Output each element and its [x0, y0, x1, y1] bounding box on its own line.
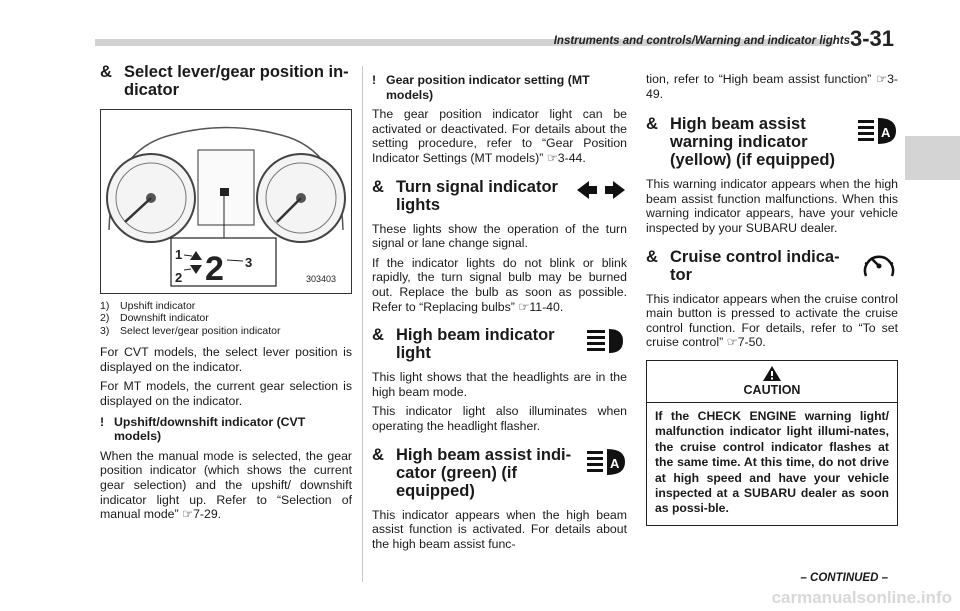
paragraph: This light shows that the headlights are in the high beam mode.: [372, 370, 627, 399]
heading-gear-position: [100, 63, 352, 99]
svg-text:A: A: [610, 455, 620, 471]
watermark: carmanualsonline.info: [771, 588, 952, 607]
subheading-gear-setting: [372, 73, 627, 102]
section-title: Instruments and controls/Warning and indicator lights: [553, 35, 850, 47]
cruise-control-icon: [860, 250, 898, 286]
heading-amp: &: [372, 177, 384, 196]
column-1: [100, 63, 352, 527]
warning-triangle-icon: [762, 365, 782, 382]
subheading-bullet: !: [372, 73, 377, 87]
paragraph: For CVT models, the select lever position is displayed on the indicator.: [100, 345, 352, 374]
column-2: [372, 63, 627, 556]
page-number: 3-31: [849, 26, 894, 51]
pointing-hand-icon: ☞: [876, 72, 888, 86]
page-reference[interactable]: 3-44.: [557, 150, 586, 165]
continued-label: – CONTINUED –: [800, 572, 888, 584]
svg-text:2: 2: [205, 250, 224, 288]
figure-label-1: 1: [175, 247, 183, 262]
caption-item: 1) Upshift indicator: [100, 300, 196, 312]
paragraph: The gear position indicator light can be activated or deactivated. For details about the setting procedure, refer to “Gear Position Indicator Settings (MT models)” ☞3-44.: [372, 107, 627, 165]
pointing-hand-icon: ☞: [182, 507, 194, 522]
heading-amp: &: [372, 445, 384, 464]
paragraph: This indicator light also illuminates when operating the headlight flasher.: [372, 404, 627, 433]
paragraph: If the indicator lights do not blink or blink rapidly, the turn signal bulb may be burned out. Replace the bulb as soon as possible. Refer to “Replacing bulbs” ☞11-40.: [372, 255, 627, 314]
page-reference[interactable]: 7-50.: [737, 335, 766, 350]
subheading-upshift-downshift: [100, 415, 352, 444]
caution-header: [647, 361, 897, 403]
svg-text:A: A: [881, 125, 891, 141]
heading-high-beam: [372, 326, 627, 362]
heading-text: High beam assist warning indicator (yellow) (if equipped): [670, 115, 835, 170]
page-reference[interactable]: 3-49.: [646, 72, 899, 101]
heading-text: Turn signal indicator lights: [396, 177, 558, 214]
heading-text: Select lever/gear position in-dicator: [124, 63, 349, 99]
paragraph: These lights show the operation of the turn signal or lane change signal.: [372, 221, 627, 251]
paragraph: tion, refer to “High beam assist function” ☞3-49.: [646, 72, 899, 101]
figure-code: 303403: [306, 274, 337, 284]
subheading-text: Gear position indicator setting (MT models): [386, 73, 590, 102]
page-reference[interactable]: 11-40.: [529, 299, 564, 314]
pointing-hand-icon: ☞: [726, 335, 738, 350]
heading-turn-signal: [372, 178, 627, 214]
paragraph: This indicator appears when the cruise control main button is pressed to activate the cruise control function. For details, refer to “To set cruise control” ☞7-50.: [646, 291, 898, 350]
high-beam-icon: [585, 326, 625, 360]
paragraph: This warning indicator appears when the high beam assist function malfunctions. When this warning indicator appears, have your vehicle inspected by your SUBARU dealer.: [646, 177, 898, 235]
figure-label-3: 3: [245, 255, 253, 270]
caption-item: 3) Select lever/gear position indicator: [100, 324, 281, 337]
heading-text: High beam indicator light: [396, 326, 555, 363]
heading-amp: &: [646, 115, 658, 134]
heading-text: Cruise control indica-tor: [670, 247, 840, 284]
column-3: [646, 63, 898, 526]
paragraph: When the manual mode is selected, the gear position indicator (which shows the current gear selection) and the upshift/ downshift indicator light up. Refer to “Selection of manual mode” ☞7-29.: [100, 448, 352, 522]
caption-item: 2) Downshift indicator: [100, 312, 209, 325]
caution-box: [646, 360, 898, 526]
heading-text: High beam assist indi-cator (green) (if equipped): [396, 445, 572, 500]
paragraph: This indicator appears when the high beam assist function is activated. For details about the high beam assist func-: [372, 507, 627, 551]
high-beam-assist-icon: [585, 446, 627, 482]
figure-caption-list: [100, 300, 352, 337]
caution-text: If the CHECK ENGINE warning light/ malfunction indicator light illumi-nates, the cruise control indicator flashes at the same time. At this time, do not drive at high speed and have your vehicle inspected at a SUBARU dealer as soon as possi-ble.: [655, 408, 889, 516]
subheading-bullet: !: [100, 414, 105, 429]
pointing-hand-icon: ☞: [546, 150, 558, 165]
paragraph: For MT models, the current gear selection is displayed on the indicator.: [100, 379, 352, 408]
turn-signal-arrows-icon: [575, 180, 627, 204]
column-divider: [362, 66, 363, 582]
pointing-hand-icon: ☞: [518, 299, 530, 314]
high-beam-assist-icon: [856, 115, 898, 151]
heading-cruise-control: [646, 248, 898, 284]
instrument-cluster-figure: [100, 109, 352, 294]
figure-label-2: 2: [175, 270, 183, 285]
heading-high-beam-assist: [372, 446, 627, 500]
subheading-text: Upshift/downshift indicator (CVT models): [114, 414, 306, 444]
page-reference[interactable]: 7-29.: [193, 507, 222, 522]
caution-title: CAUTION: [743, 382, 801, 397]
heading-amp: &: [372, 326, 384, 345]
heading-amp: &: [100, 63, 112, 81]
chapter-tab: [905, 136, 960, 180]
heading-high-beam-assist-warning: [646, 115, 898, 169]
heading-amp: &: [646, 247, 658, 266]
